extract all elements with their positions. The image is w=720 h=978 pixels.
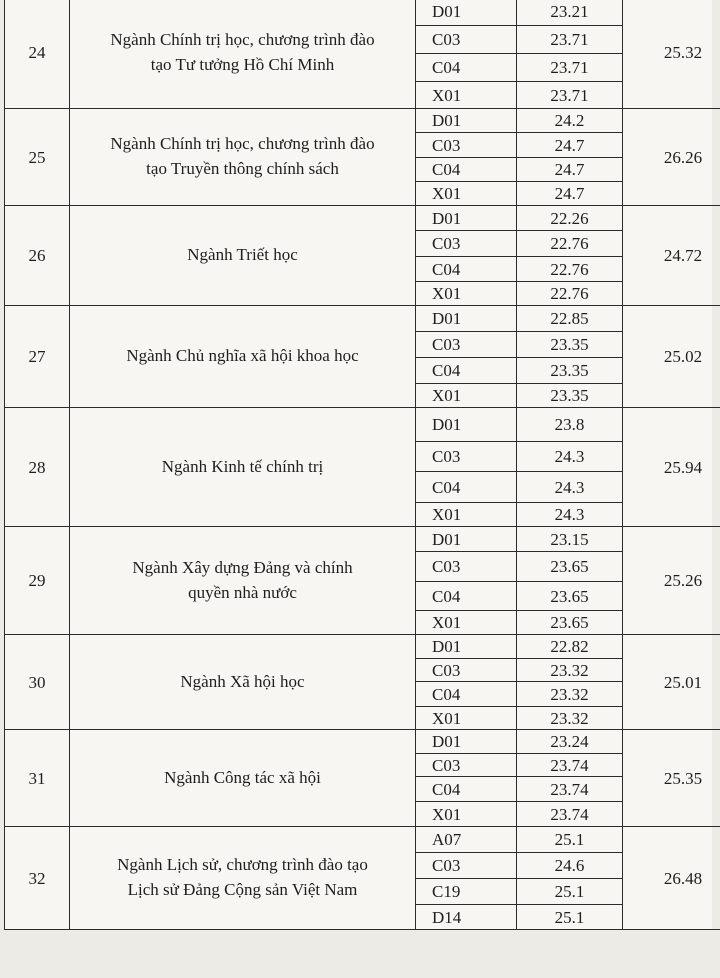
major-name-line: Ngành Lịch sử, chương trình đào tạo [117, 855, 368, 875]
combo-score-cell: 24.3 [517, 503, 623, 527]
stt-cell: 30 [5, 635, 70, 730]
combo-score-cell: 24.6 [517, 853, 623, 879]
major-name-line: Ngành Triết học [187, 245, 298, 265]
subject-combo-cell: C03 [416, 332, 517, 358]
subject-combo-cell: X01 [416, 384, 517, 408]
combo-score-cell: 23.71 [517, 54, 623, 82]
combo-score-cell: 23.65 [517, 582, 623, 611]
table-row [5, 306, 720, 332]
page-edge-mark [710, 966, 720, 976]
combo-score-cell: 23.15 [517, 527, 623, 552]
subject-combo-cell: C03 [416, 853, 517, 879]
major-name-line: Lịch sử Đảng Cộng sản Việt Nam [127, 880, 358, 899]
combo-score-cell: 23.65 [517, 611, 623, 635]
subject-combo-cell: C04 [416, 682, 517, 707]
combo-score-cell: 23.35 [517, 332, 623, 358]
subject-combo-cell: C19 [416, 879, 517, 905]
subject-combo-cell: D01 [416, 635, 517, 659]
subject-combo-cell: X01 [416, 282, 517, 306]
subject-combo-cell: D01 [416, 109, 517, 133]
table-row [5, 0, 720, 26]
final-score-cell: 25.32 [623, 0, 720, 109]
stt-cell: 29 [5, 527, 70, 635]
major-name-line: Ngành Xã hội học [180, 671, 305, 691]
subject-combo-cell: X01 [416, 707, 517, 730]
final-score-cell: 25.01 [623, 635, 720, 730]
subject-combo-cell: D01 [416, 306, 517, 332]
stt-cell: 32 [5, 827, 70, 930]
combo-score-cell: 23.74 [517, 754, 623, 777]
major-name-cell [70, 527, 416, 635]
combo-score-cell: 23.35 [517, 358, 623, 384]
subject-combo-cell: D01 [416, 408, 517, 442]
final-score-cell: 25.35 [623, 730, 720, 827]
combo-score-cell: 24.7 [517, 182, 623, 206]
table-row [5, 635, 720, 659]
subject-combo-cell: C04 [416, 472, 517, 503]
subject-combo-cell: X01 [416, 802, 517, 827]
major-name-line: tạo Truyền thông chính sách [146, 159, 339, 178]
major-name-cell [70, 635, 416, 730]
final-score-cell: 25.02 [623, 306, 720, 408]
final-score-cell: 24.72 [623, 206, 720, 306]
final-score-cell: 26.26 [623, 109, 720, 206]
subject-combo-cell: D01 [416, 730, 517, 754]
combo-score-cell: 23.21 [517, 0, 623, 26]
subject-combo-cell: C04 [416, 358, 517, 384]
combo-score-cell: 22.76 [517, 282, 623, 306]
major-name-line: Ngành Chủ nghĩa xã hội khoa học [126, 346, 359, 366]
combo-score-cell: 23.74 [517, 777, 623, 802]
combo-score-cell: 23.71 [517, 82, 623, 109]
major-name-line: Ngành Chính trị học, chương trình đào [110, 29, 375, 49]
subject-combo-cell: C04 [416, 54, 517, 82]
combo-score-cell: 22.85 [517, 306, 623, 332]
combo-score-cell: 23.24 [517, 730, 623, 754]
subject-combo-cell: A07 [416, 827, 517, 853]
subject-combo-cell: C03 [416, 133, 517, 158]
stt-cell: 26 [5, 206, 70, 306]
combo-score-cell: 24.3 [517, 442, 623, 472]
combo-score-cell: 25.1 [517, 827, 623, 853]
major-name-cell [70, 109, 416, 206]
combo-score-cell: 24.7 [517, 158, 623, 182]
combo-score-cell: 24.3 [517, 472, 623, 503]
major-name-line: tạo Tư tưởng Hồ Chí Minh [150, 54, 335, 74]
subject-combo-cell: C03 [416, 26, 517, 54]
major-name-cell [70, 206, 416, 306]
subject-combo-cell: C03 [416, 442, 517, 472]
subject-combo-cell: C04 [416, 158, 517, 182]
stt-cell: 24 [5, 0, 70, 109]
combo-score-cell: 23.8 [517, 408, 623, 442]
major-name-line: Ngành Xây dựng Đảng và chính [132, 557, 353, 577]
major-name-cell [70, 730, 416, 827]
major-name-line: Ngành Kinh tế chính trị [161, 456, 324, 476]
major-name-cell [70, 408, 416, 527]
subject-combo-cell: C03 [416, 754, 517, 777]
major-name-cell [70, 306, 416, 408]
final-score-cell: 25.94 [623, 408, 720, 527]
combo-score-cell: 22.76 [517, 257, 623, 282]
table-row [5, 206, 720, 231]
major-name-line: quyền nhà nước [188, 582, 297, 602]
combo-score-cell: 22.26 [517, 206, 623, 231]
combo-score-cell: 25.1 [517, 879, 623, 905]
subject-combo-cell: D01 [416, 0, 517, 26]
major-name-line: Ngành Công tác xã hội [164, 767, 321, 787]
combo-score-cell: 25.1 [517, 905, 623, 930]
combo-score-cell: 22.76 [517, 231, 623, 257]
final-score-cell: 26.48 [623, 827, 720, 930]
stt-cell: 28 [5, 408, 70, 527]
combo-score-cell: 23.35 [517, 384, 623, 408]
subject-combo-cell: D01 [416, 527, 517, 552]
table-row [5, 827, 720, 853]
table-row [5, 109, 720, 133]
table-row [5, 730, 720, 754]
admission-score-table [4, 0, 720, 930]
combo-score-cell: 24.2 [517, 109, 623, 133]
subject-combo-cell: C04 [416, 257, 517, 282]
combo-score-cell: 23.32 [517, 659, 623, 682]
table-row [5, 408, 720, 442]
subject-combo-cell: D14 [416, 905, 517, 930]
combo-score-cell: 23.65 [517, 552, 623, 582]
combo-score-cell: 24.7 [517, 133, 623, 158]
subject-combo-cell: X01 [416, 82, 517, 109]
document-page [4, 0, 712, 930]
combo-score-cell: 23.71 [517, 26, 623, 54]
subject-combo-cell: C03 [416, 552, 517, 582]
stt-cell: 31 [5, 730, 70, 827]
combo-score-cell: 23.74 [517, 802, 623, 827]
combo-score-cell: 23.32 [517, 682, 623, 707]
subject-combo-cell: C03 [416, 659, 517, 682]
subject-combo-cell: C04 [416, 777, 517, 802]
major-name-cell [70, 0, 416, 109]
table-body [5, 0, 720, 930]
subject-combo-cell: X01 [416, 182, 517, 206]
stt-cell: 25 [5, 109, 70, 206]
subject-combo-cell: C03 [416, 231, 517, 257]
final-score-cell: 25.26 [623, 527, 720, 635]
major-name-line: Ngành Chính trị học, chương trình đào [110, 134, 375, 154]
major-name-cell [70, 827, 416, 930]
subject-combo-cell: X01 [416, 503, 517, 527]
table-row [5, 527, 720, 552]
subject-combo-cell: X01 [416, 611, 517, 635]
subject-combo-cell: C04 [416, 582, 517, 611]
subject-combo-cell: D01 [416, 206, 517, 231]
combo-score-cell: 23.32 [517, 707, 623, 730]
combo-score-cell: 22.82 [517, 635, 623, 659]
stt-cell: 27 [5, 306, 70, 408]
